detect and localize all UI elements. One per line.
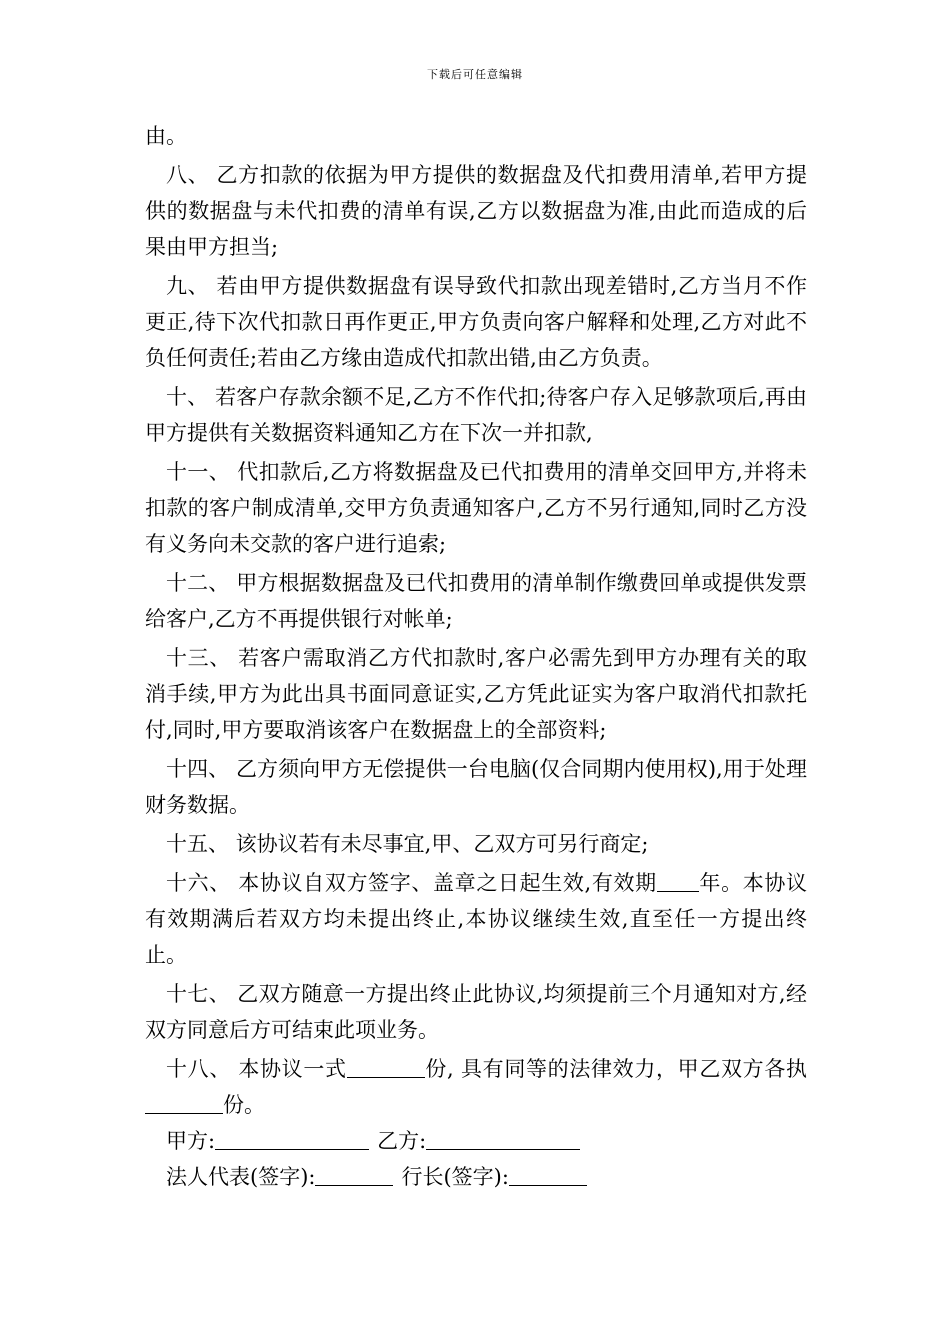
clause-16-text-a: 十六、 本协议自双方签字、盖章之日起生效,有效期 bbox=[166, 871, 657, 895]
clause-18-text-b: 份, 具有同等的法律效力，甲乙双方各执 bbox=[424, 1057, 807, 1081]
clause-11: 十一、 代扣款后,乙方将数据盘及已代扣费用的清单交回甲方,并将未扣款的客户制成清单,交甲方负责通知客户,乙方不另行通知,同时乙方没有义务向未交款的客户进行追索; bbox=[145, 460, 807, 556]
clause-16 bbox=[145, 865, 807, 973]
clause-18 bbox=[145, 1051, 807, 1123]
clause-16-text-b: 年。本协议有效期满后若双方均未提出终止,本协议继续生效,直至任一方提出终止。 bbox=[145, 871, 807, 967]
party-b-label: 乙方: bbox=[377, 1129, 427, 1153]
term-years-blank[interactable] bbox=[657, 869, 699, 892]
clause-18-text-c: 份。 bbox=[223, 1093, 265, 1117]
signature-parties-line bbox=[145, 1123, 807, 1159]
legal-rep-label: 法人代表(签字): bbox=[166, 1165, 316, 1189]
clause-13: 十三、 若客户需取消乙方代扣款时,客户必需先到甲方办理有关的取消手续,甲方为此出具书面同意证实,乙方凭此证实为客户取消代扣款托付,同时,甲方要取消该客户在数据盘上的全部资料; bbox=[145, 646, 807, 742]
clause-15: 十五、 该协议若有未尽事宜,甲、乙双方可另行商定; bbox=[166, 832, 649, 856]
party-b-blank[interactable] bbox=[426, 1127, 580, 1150]
clause-10: 十、 若客户存款余额不足,乙方不作代扣;待客户存入足够款项后,再由甲方提供有关数据资料通知乙方在下次一并扣款, bbox=[145, 385, 807, 445]
clause-18-text-a: 十八、 本协议一式 bbox=[166, 1057, 347, 1081]
clause-14: 十四、 乙方须向甲方无偿提供一台电脑(仅合同期内使用权),用于处理财务数据。 bbox=[145, 757, 807, 817]
signature-representatives-line bbox=[145, 1159, 807, 1195]
copies-total-blank[interactable] bbox=[347, 1055, 425, 1078]
document-body bbox=[145, 118, 807, 1195]
clause-9: 九、 若由甲方提供数据盘有误导致代扣款出现差错时,乙方当月不作更正,待下次代扣款日再作更正,甲方负责向客户解释和处理,乙方对此不负任何责任;若由乙方缘由造成代扣款出错,由乙方负责。 bbox=[145, 274, 807, 370]
party-a-blank[interactable] bbox=[215, 1127, 369, 1150]
clause-17: 十七、 乙双方随意一方提出终止此协议,均须提前三个月通知对方,经双方同意后方可结束此项业务。 bbox=[145, 982, 807, 1042]
party-a-label: 甲方: bbox=[166, 1129, 216, 1153]
legal-rep-blank[interactable] bbox=[315, 1163, 393, 1186]
copies-each-blank[interactable] bbox=[145, 1091, 223, 1114]
clause-8: 八、 乙方扣款的依据为甲方提供的数据盘及代扣费用清单,若甲方提供的数据盘与未代扣费的清单有误,乙方以数据盘为准,由此而造成的后果由甲方担当; bbox=[145, 163, 807, 259]
clause-12: 十二、 甲方根据数据盘及已代扣费用的清单制作缴费回单或提供发票给客户,乙方不再提供银行对帐单; bbox=[145, 571, 807, 631]
paragraph-continuation: 由。 bbox=[145, 124, 187, 148]
bank-head-blank[interactable] bbox=[509, 1163, 587, 1186]
page-header: 下载后可任意编辑 bbox=[427, 68, 523, 81]
bank-head-label: 行长(签字): bbox=[401, 1165, 509, 1189]
